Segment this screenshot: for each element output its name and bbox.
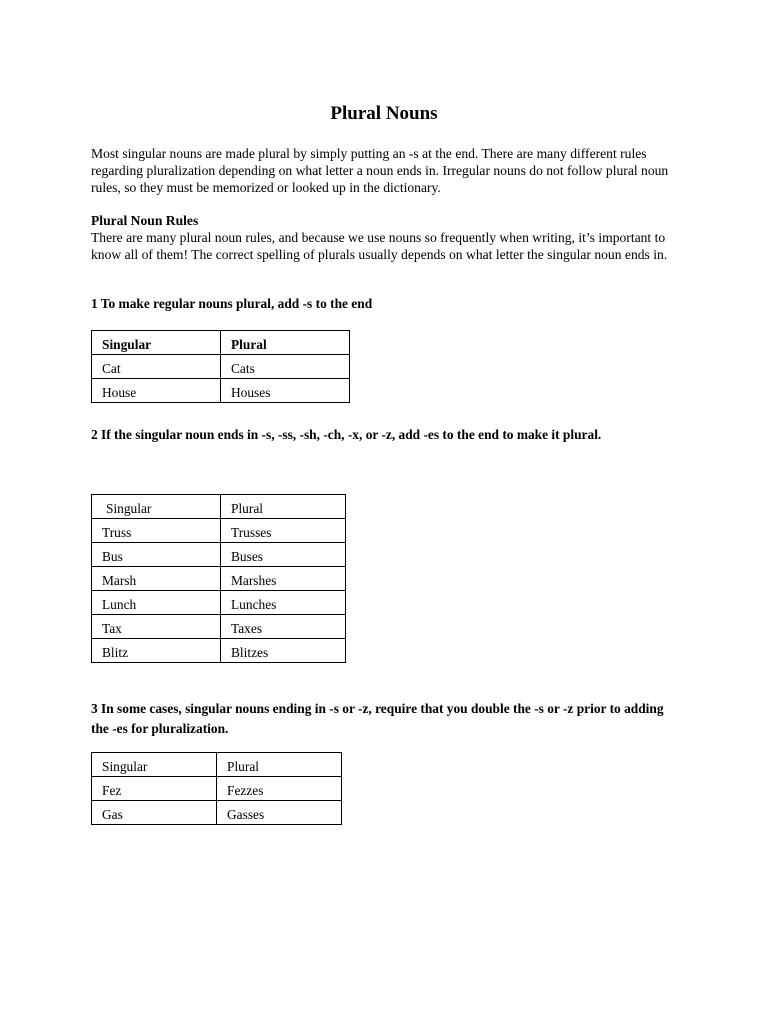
table-row [92,615,346,639]
plural-cell: Gasses [217,801,342,825]
header-singular: Singular [92,331,221,355]
rule-2-table [91,494,346,663]
header-plural: Plural [217,753,342,777]
rule-3-table [91,752,342,825]
table-row [92,591,346,615]
header-singular: Singular [92,753,217,777]
page-title: Plural Nouns [330,103,438,124]
plural-cell: Blitzes [221,639,346,663]
table-row [92,801,342,825]
table-row [92,543,346,567]
table-row [92,519,346,543]
plural-cell: Houses [221,379,350,403]
singular-cell: Marsh [92,567,221,591]
rule-3-heading: 3 In some cases, singular nouns ending in -s or -z, require that you double the -s or -z prior to adding the -es for pluralization. [91,701,664,736]
plural-cell: Buses [221,543,346,567]
table-header-row [92,495,346,519]
table-row [92,379,350,403]
rules-heading: Plural Noun Rules [91,213,199,228]
plural-cell: Taxes [221,615,346,639]
singular-cell: House [92,379,221,403]
plural-cell: Fezzes [217,777,342,801]
rule-1-heading: 1 To make regular nouns plural, add -s to the end [91,296,373,311]
rule-2-heading: 2 If the singular noun ends in -s, -ss, -sh, -ch, -x, or -z, add -es to the end to make it plural. [91,427,602,442]
singular-cell: Blitz [92,639,221,663]
singular-cell: Fez [92,777,217,801]
intro-text: Most singular nouns are made plural by simply putting an -s at the end. There are many different rules regarding pluralization depending on what letter a noun ends in. Irregular nouns do not follow plural noun rules, so they must be memorized or looked up in the dictionary. [91,146,669,195]
table-row [92,639,346,663]
singular-cell: Bus [92,543,221,567]
intro-paragraph [91,145,681,196]
table-header-row [92,753,342,777]
table-header-row [92,331,350,355]
singular-cell: Cat [92,355,221,379]
header-plural: Plural [221,495,346,519]
plural-cell: Marshes [221,567,346,591]
plural-cell: Lunches [221,591,346,615]
table-row [92,567,346,591]
singular-cell: Tax [92,615,221,639]
singular-cell: Truss [92,519,221,543]
singular-cell: Lunch [92,591,221,615]
plural-cell: Cats [221,355,350,379]
table-row [92,355,350,379]
header-plural: Plural [221,331,350,355]
table-row [92,777,342,801]
plural-cell: Trusses [221,519,346,543]
rules-paragraph: There are many plural noun rules, and because we use nouns so frequently when writing, it’s important to know all of them! The correct spelling of plurals usually depends on what letter the singular noun ends in. [91,230,668,262]
rule-1-table [91,330,350,403]
singular-cell: Gas [92,801,217,825]
header-singular: Singular [92,495,221,519]
